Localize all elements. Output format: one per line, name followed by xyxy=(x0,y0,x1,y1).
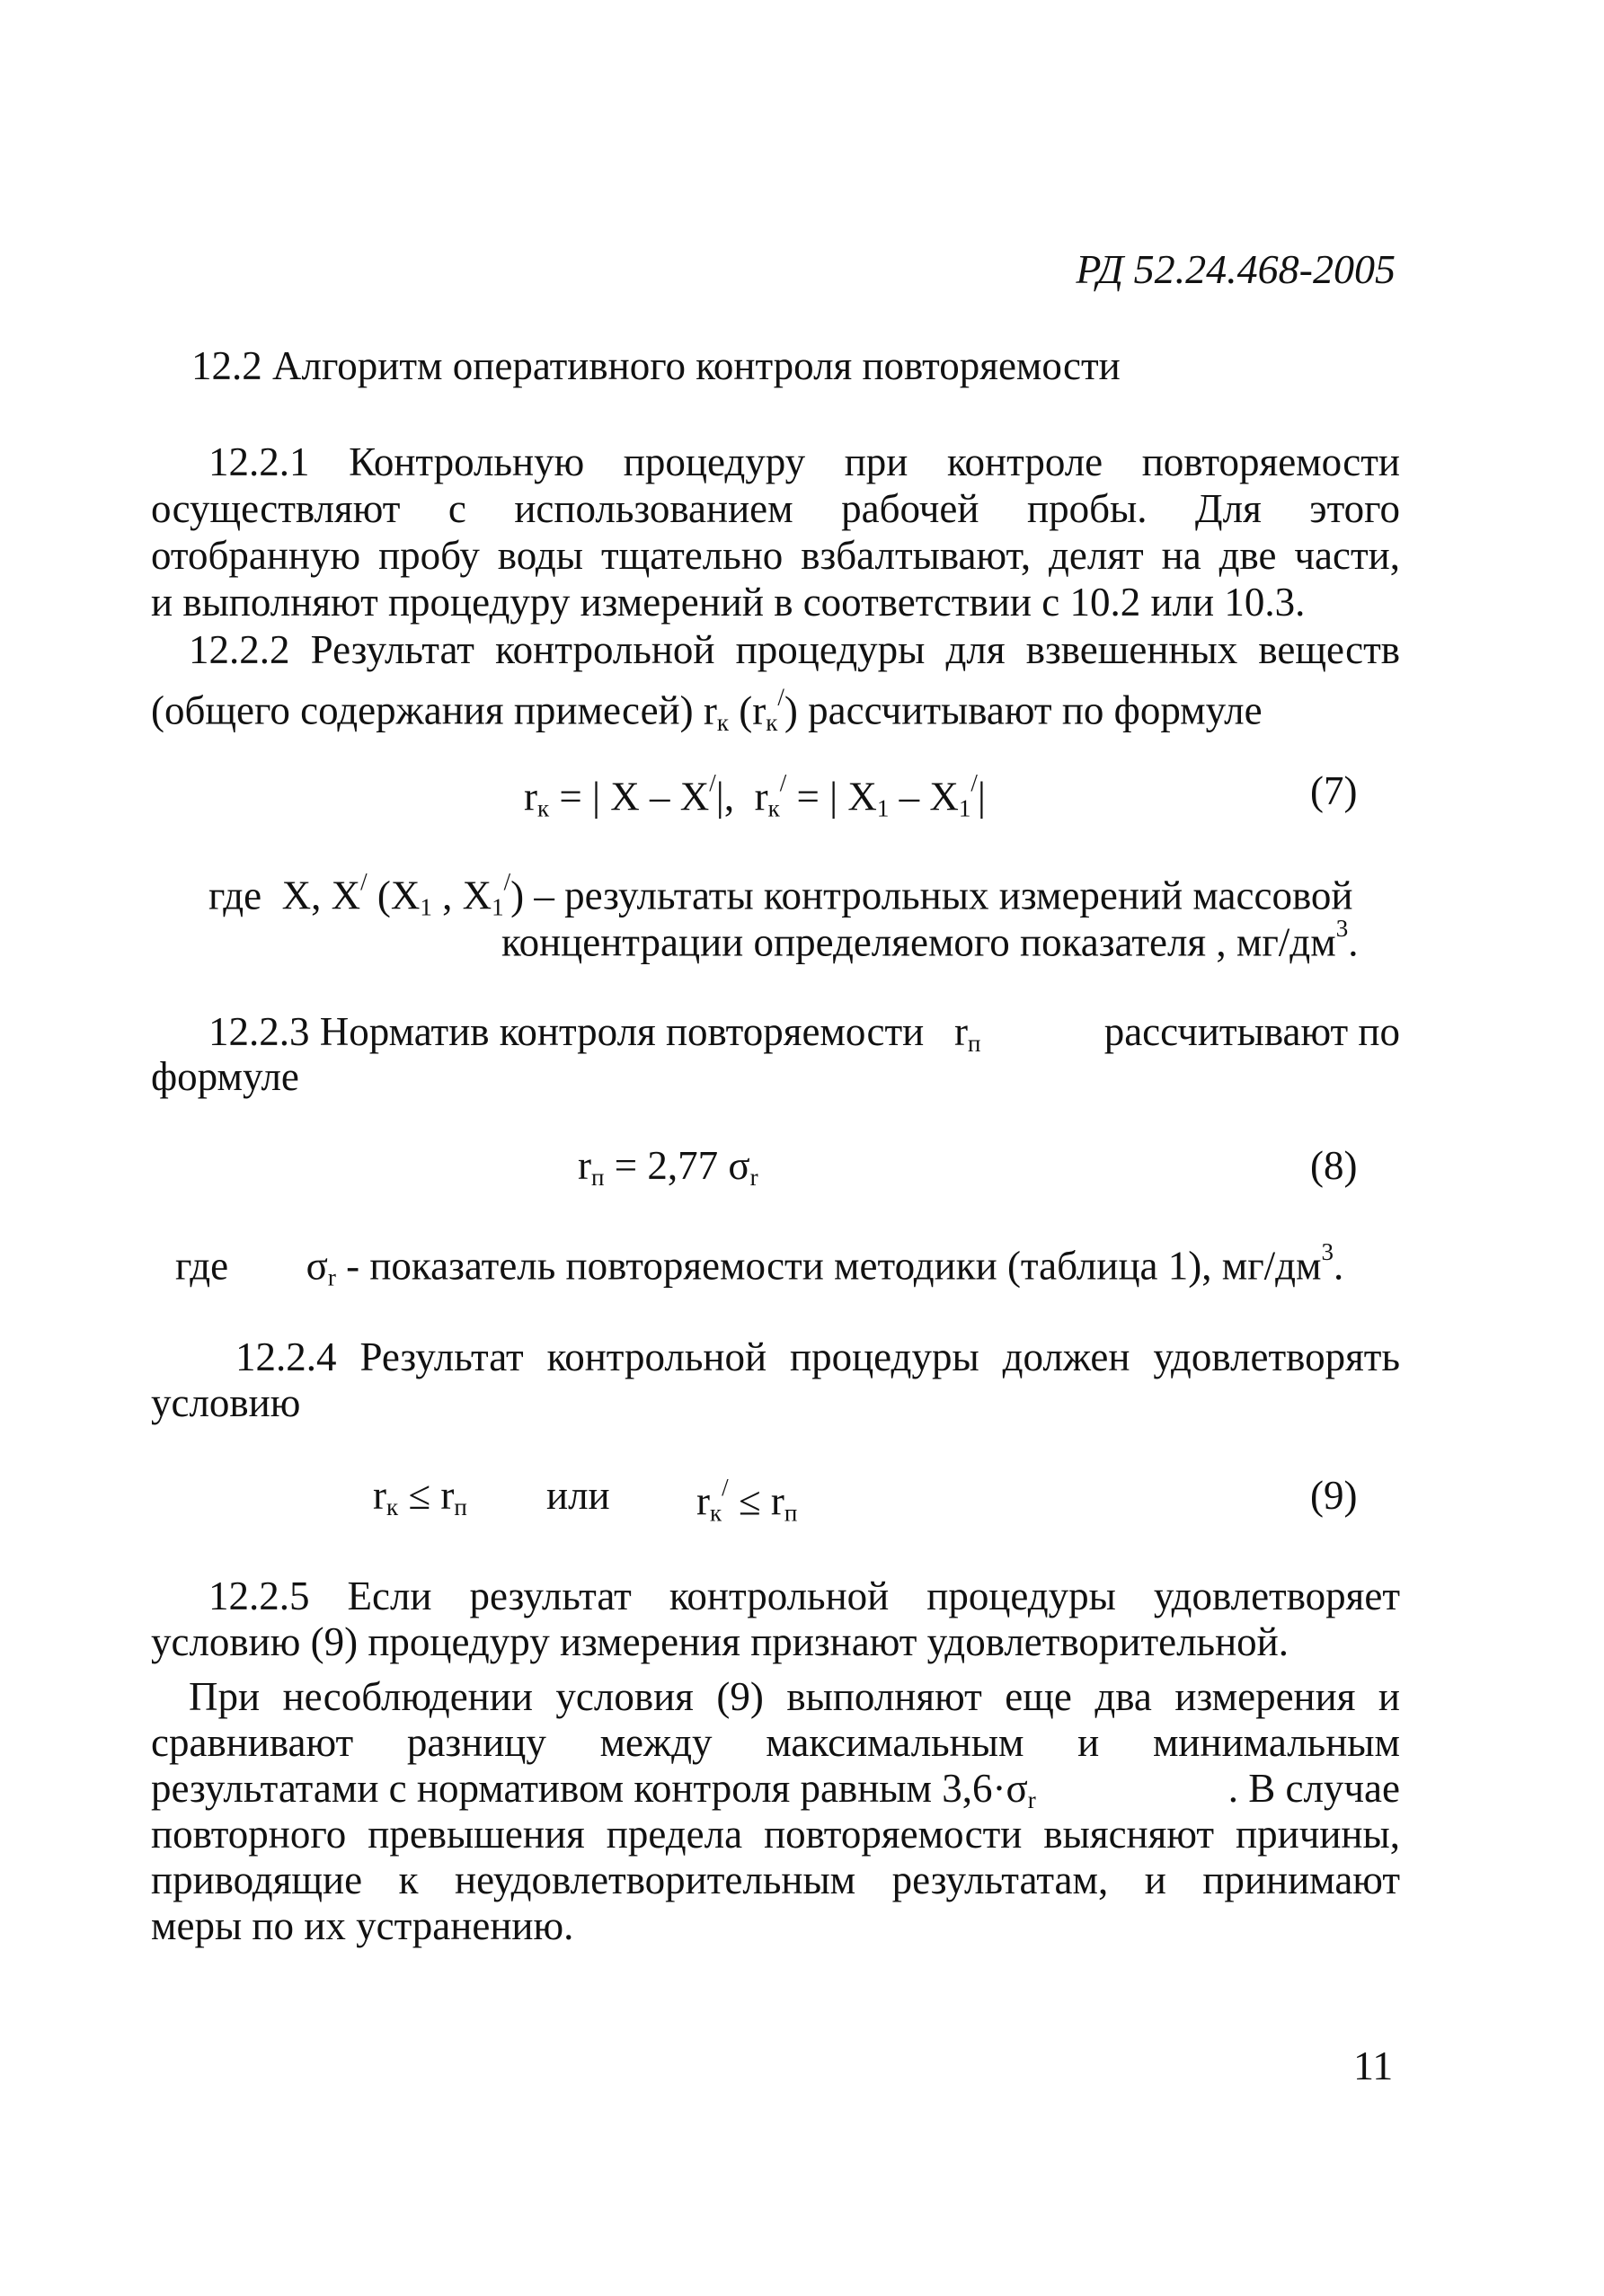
p6-line-6: меры по их устранению. xyxy=(151,1903,574,1948)
p3-line-1: 12.2.3 Норматив контроля повторяемости $r_п$ рассчитывают по xyxy=(208,1009,1400,1057)
p5-line-2: условию (9) процедуру измерения признают удовлетворительной. xyxy=(151,1619,1289,1664)
formula-8-number: (8) xyxy=(1310,1143,1358,1188)
p2-text-b: рассчитывают по формуле xyxy=(808,687,1263,733)
p2-line-1: 12.2.2 Результат контрольной процедуры для взвешенных веществ xyxy=(189,627,1400,672)
p4-line-1: 12.2.4 Результат контрольной процедуры должен удовлетворять xyxy=(235,1334,1400,1379)
p1-line-3: отобранную пробу воды тщательно взбалтывают, делят на две части, xyxy=(151,533,1400,578)
formula-8: $r_п = 2,77$ $\sigma_r$ xyxy=(578,1143,758,1191)
p1-line-1: 12.2.1 Контрольную процедуру при контроле повторяемости xyxy=(208,439,1400,484)
formula-7: $r_к$ = | X – X/|, $r_к^/$ = | $X_1 - X_1^/|$ xyxy=(524,769,986,822)
where-1-line-2: концентрации определяемого показателя , $мг/дм^3$. xyxy=(501,915,1359,965)
p6-line-3: результатами с нормативом контроля равным $3,6\cdot\sigma_r$ . В случае xyxy=(151,1766,1400,1813)
p6-line-4: повторного превышения предела повторяемости выясняют причины, xyxy=(151,1812,1400,1857)
p5-line-1: 12.2.5 Если результат контрольной процедуры удовлетворяет xyxy=(208,1574,1400,1618)
section-title: 12.2 Алгоритм оперативного контроля повторяемости xyxy=(191,343,1121,388)
p6-line-1: При несоблюдении условия (9) выполняют еще два измерения и xyxy=(189,1674,1400,1719)
p2-symbol-rk: $r_к$ $(r_к^/)$ xyxy=(703,683,809,736)
p3-line-2: формуле xyxy=(151,1054,299,1099)
document-id: РД 52.24.468-2005 xyxy=(1076,246,1396,292)
p1-line-4: и выполняют процедуру измерений в соответствии с 10.2 или 10.3. xyxy=(151,580,1306,625)
p1-line-2: осуществляют с использованием рабочей пробы. Для этого xyxy=(151,486,1400,531)
p2-text-a: (общего содержания примесей) xyxy=(151,687,694,733)
page-number: 11 xyxy=(1353,2043,1394,2088)
formula-9-left: $r_к \le r_п$ xyxy=(373,1473,467,1520)
formula-7-number: (7) xyxy=(1310,768,1358,813)
p2-line-2 xyxy=(151,671,1400,736)
where-2: где $\sigma_r$ - показатель повторяемости методики (таблица 1), $мг/дм^3$. xyxy=(175,1238,1344,1291)
formula-9-number: (9) xyxy=(1310,1473,1358,1518)
where-1-line-1: где X, X/ ($X_1$ , $X_1^/$) – результаты контрольных измерений массовой xyxy=(208,868,1353,921)
p6-line-2: сравнивают разницу между максимальным и минимальным xyxy=(151,1720,1400,1765)
p6-line-5: приводящие к неудовлетворительным результатам, и принимают xyxy=(151,1857,1400,1902)
formula-9-right: $r_к^/ \le r_п$ xyxy=(696,1474,798,1527)
formula-9-or: или xyxy=(546,1473,610,1518)
p4-line-2: условию xyxy=(151,1380,301,1425)
